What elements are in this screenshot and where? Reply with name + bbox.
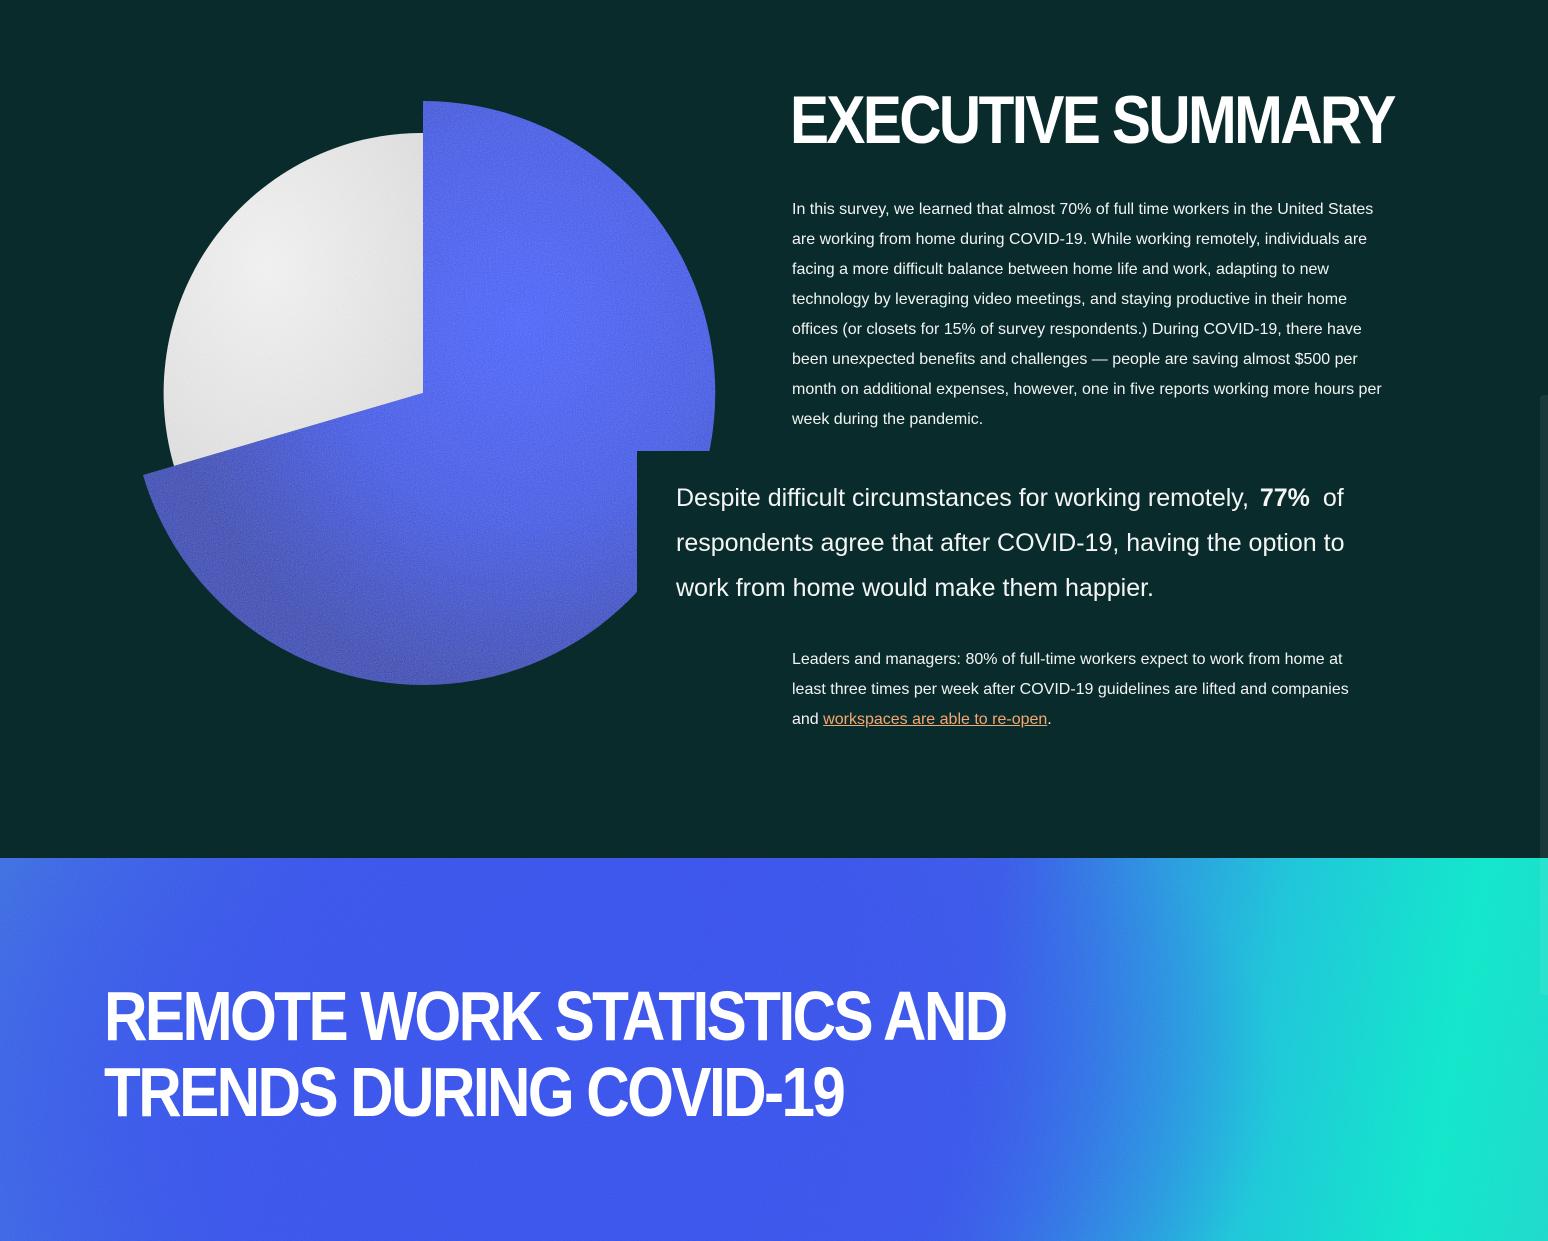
leaders-note xyxy=(792,645,1362,735)
leaders-note-text: Leaders and managers: 80% of full-time workers expect to work from home at least three times per week after COVID-19 guidelines are lifted and companies and xyxy=(792,651,1349,728)
pull-quote-after: of respondents agree that after COVID-19, having the option to work from home would make them happier. xyxy=(676,484,1345,602)
trends-section xyxy=(0,858,1548,1241)
leaders-note-end: . xyxy=(1047,711,1052,728)
page-scrollbar[interactable] xyxy=(1540,395,1548,995)
trends-title-line-2: TRENDS DURING COVID-19 xyxy=(104,1053,844,1131)
trends-title-line-1: REMOTE WORK STATISTICS AND xyxy=(104,977,1006,1055)
executive-summary-body: In this survey, we learned that almost 70% of full time workers in the United States are working from home during COVID-19. While working remotely, individuals are facing a more difficult balance between home life and work, adapting to new technology by leveraging video meetings, and staying productive in their home offices (or closets for 15% of survey respondents.) During COVID-19, there have been unexpected benefits and challenges — people are saving almost $500 per month on additional expenses, however, one in five reports working more hours per week during the pandemic. xyxy=(792,201,1382,428)
workspaces-reopen-link[interactable]: workspaces are able to re-open xyxy=(823,711,1048,728)
pull-quote-before: Despite difficult circumstances for working remotely, xyxy=(676,484,1249,512)
pie-graphic-svg xyxy=(140,98,720,688)
executive-summary-title: EXECUTIVE SUMMARY xyxy=(790,82,1394,158)
pie-graphic xyxy=(140,98,720,688)
trends-title xyxy=(104,978,1006,1130)
pull-quote xyxy=(676,476,1386,611)
pull-quote-stat: 77% xyxy=(1259,484,1310,512)
